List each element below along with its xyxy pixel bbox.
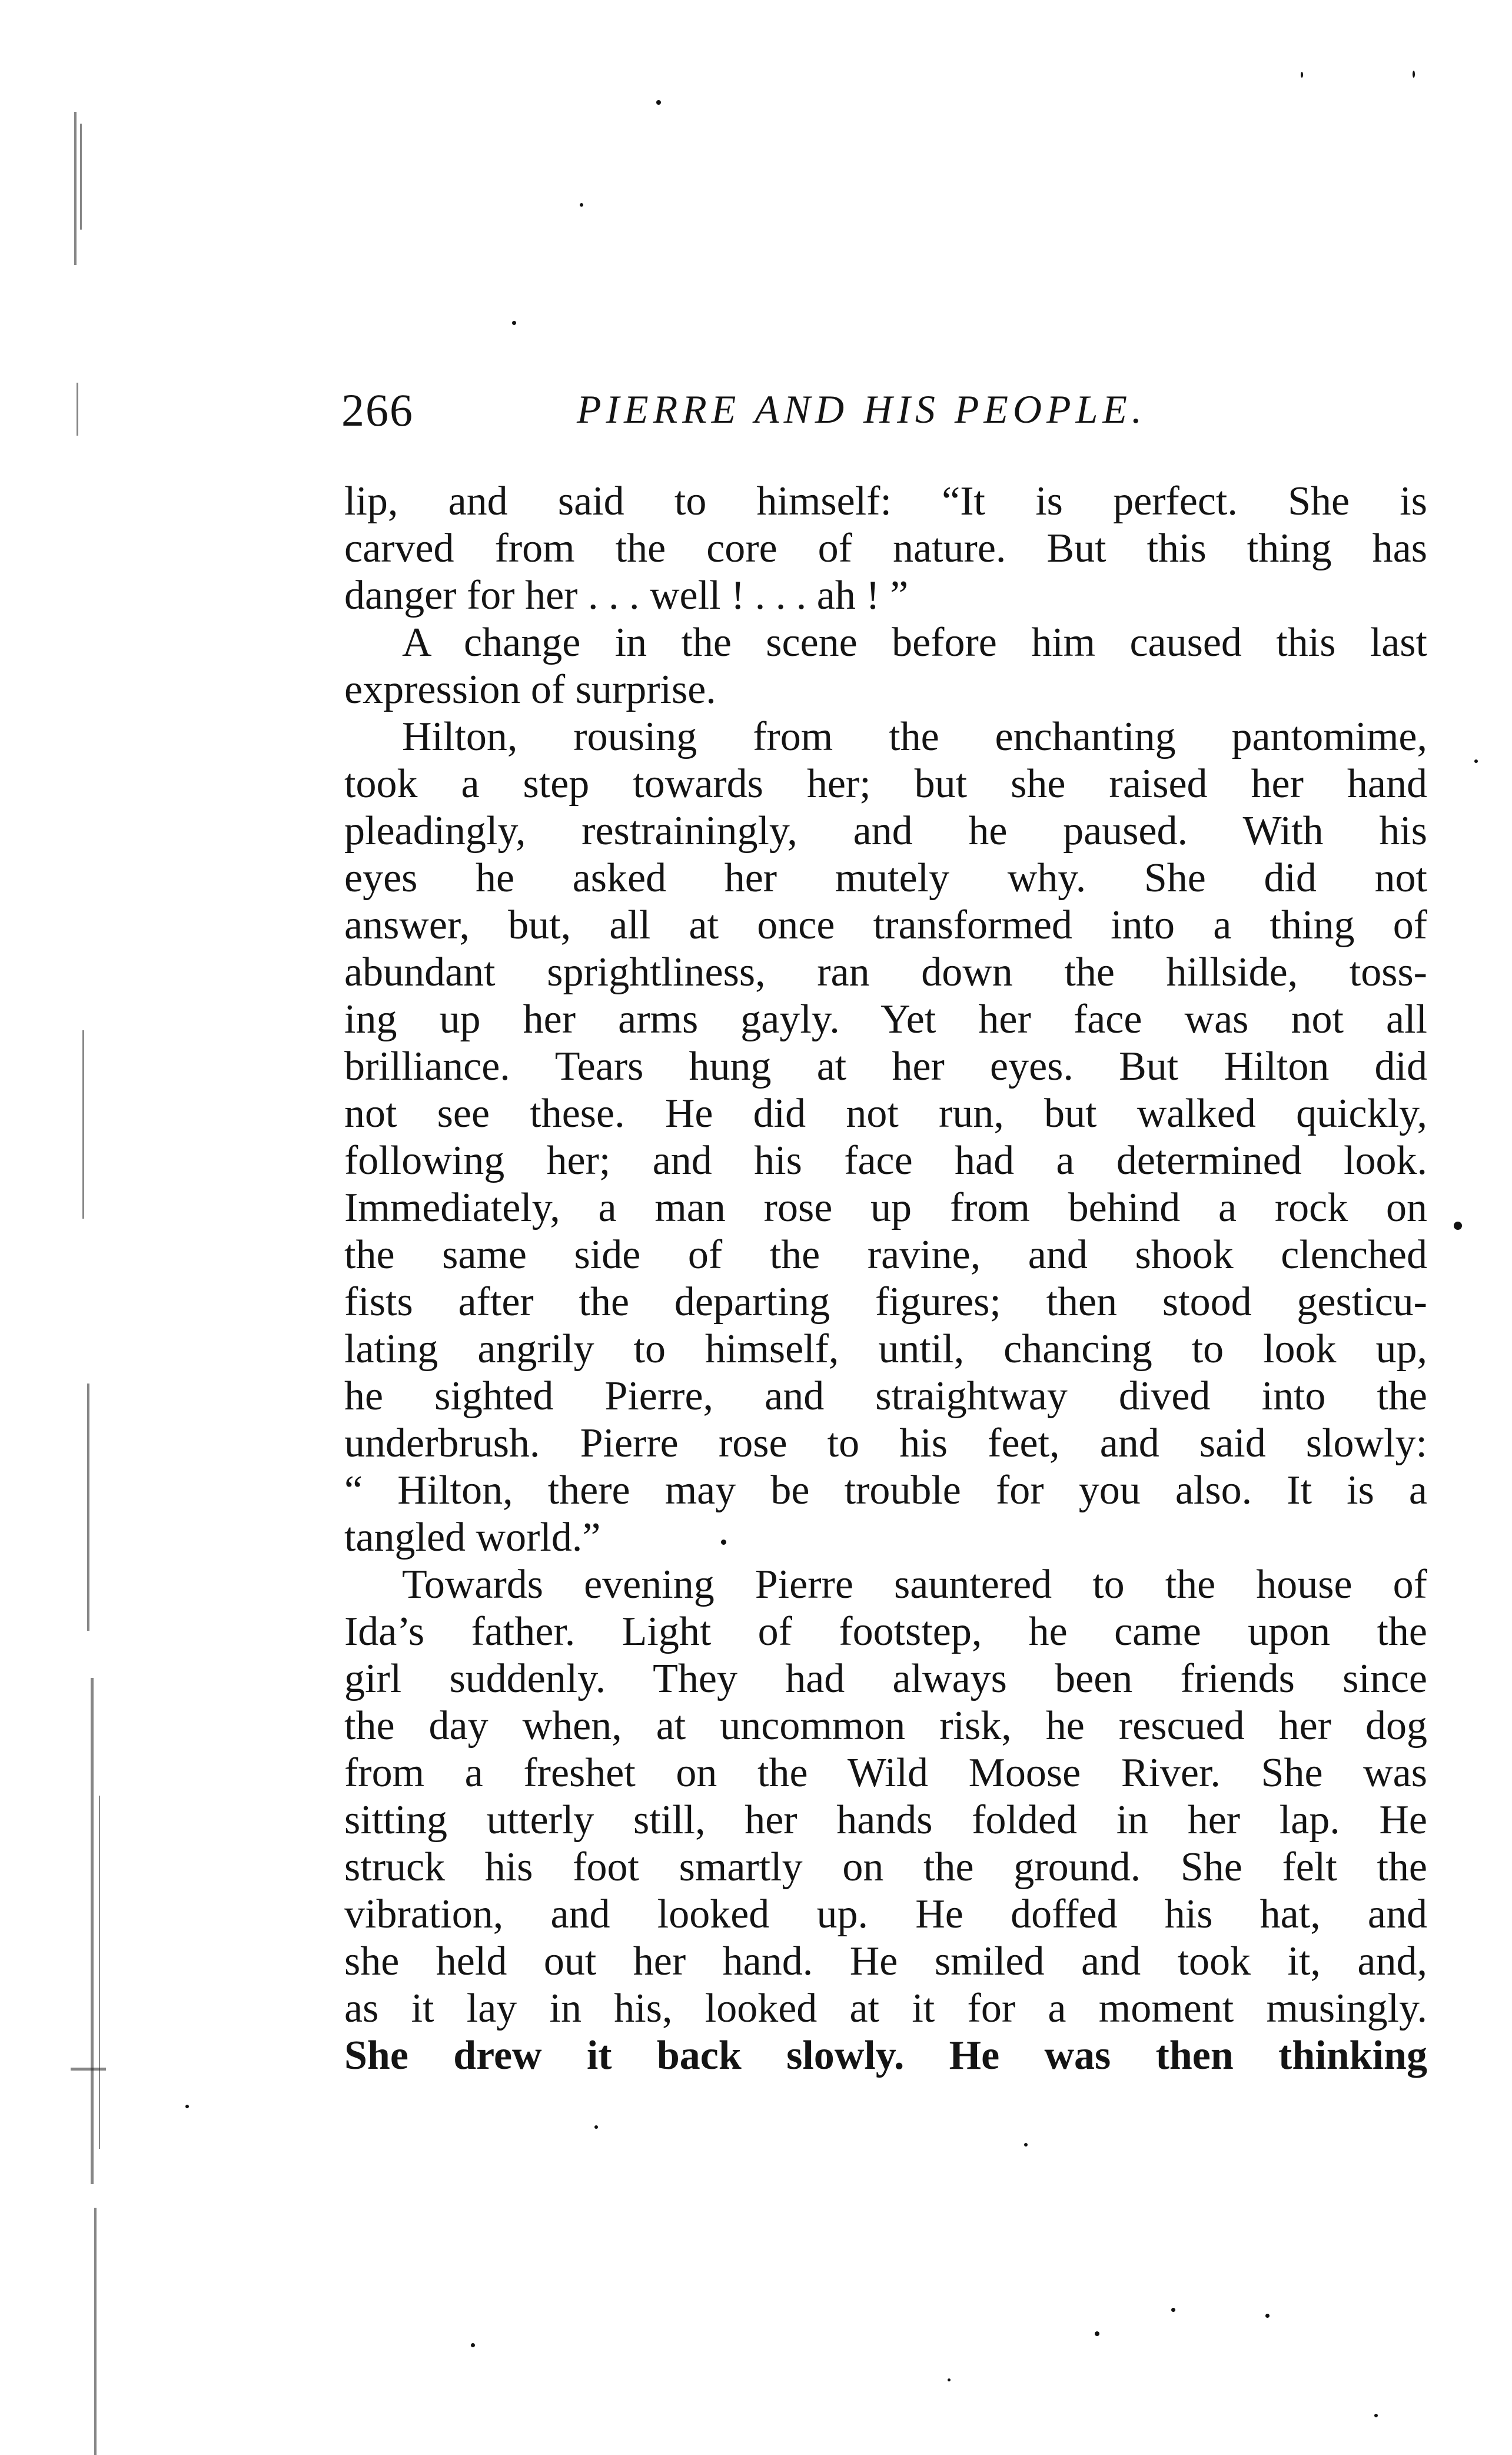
speck: [721, 1540, 726, 1545]
text-line: pleadingly, restrainingly, and he paused. With his: [344, 808, 1427, 854]
speck: [1301, 72, 1303, 78]
text-line: Towards evening Pierre sauntered to the house of: [402, 1562, 1427, 1607]
text-line: he sighted Pierre, and straightway dived into the: [344, 1374, 1427, 1419]
text-line: ing up her arms gayly. Yet her face was not all: [344, 997, 1427, 1042]
text-line: the same side of the ravine, and shook clenched: [344, 1232, 1427, 1278]
running-head: PIERRE AND HIS PEOPLE.: [577, 387, 1147, 432]
speck: [1374, 2414, 1378, 2417]
page-number: 266: [341, 384, 414, 436]
speck: [512, 321, 516, 325]
text-line: carved from the core of nature. But this thing has: [344, 526, 1427, 571]
text-line: from a freshet on the Wild Moose River. She was: [344, 1750, 1427, 1796]
speck: [948, 2378, 951, 2381]
text-line: She drew it back slowly. He was then thinking: [344, 2033, 1427, 2078]
speck: [1171, 2308, 1175, 2312]
text-line: underbrush. Pierre rose to his feet, and said slowly:: [344, 1421, 1427, 1466]
text-line: struck his foot smartly on the ground. She felt the: [344, 1844, 1427, 1890]
text-line: the day when, at uncommon risk, he rescued her dog: [344, 1703, 1427, 1749]
speck: [1265, 2314, 1270, 2318]
text-line: expression of surprise.: [344, 667, 716, 712]
text-line: she held out her hand. He smiled and took it, and,: [344, 1939, 1427, 1984]
text-line: not see these. He did not run, but walked quickly,: [344, 1091, 1427, 1136]
speck: [1413, 71, 1415, 78]
text-line: tangled world.”: [344, 1515, 601, 1560]
text-line: danger for her . . . well ! . . . ah ! ”: [344, 573, 909, 618]
speck: [1095, 2331, 1099, 2336]
text-line: eyes he asked her mutely why. She did not: [344, 855, 1427, 901]
speck: [1024, 2143, 1028, 2147]
text-line: abundant sprightliness, ran down the hillside, toss-: [344, 950, 1427, 995]
text-line: Hilton, rousing from the enchanting pantomime,: [402, 714, 1427, 759]
page-header: [341, 377, 1430, 442]
speck: [580, 203, 583, 207]
text-line: brilliance. Tears hung at her eyes. But Hilton did: [344, 1044, 1427, 1089]
text-line: sitting utterly still, her hands folded in her lap. He: [344, 1797, 1427, 1843]
speck: [656, 100, 661, 105]
text-line: lating angrily to himself, until, chancing to look up,: [344, 1326, 1427, 1372]
text-line: took a step towards her; but she raised her hand: [344, 761, 1427, 807]
speck: [185, 2105, 189, 2108]
text-line: as it lay in his, looked at it for a moment musingly.: [344, 1986, 1427, 2031]
text-line: lip, and said to himself: “It is perfect. She is: [344, 479, 1427, 524]
text-line: A change in the scene before him caused this last: [402, 620, 1427, 665]
speck: [471, 2343, 475, 2347]
speck: [1474, 759, 1478, 763]
text-line: “ Hilton, there may be trouble for you also. It is a: [344, 1468, 1427, 1513]
text-line: vibration, and looked up. He doffed his hat, and: [344, 1892, 1427, 1937]
text-line: girl suddenly. They had always been friends since: [344, 1656, 1427, 1701]
speck: [1454, 1222, 1462, 1230]
scan-gutter-artifacts: [71, 88, 135, 2420]
text-line: answer, but, all at once transformed into a thing of: [344, 903, 1427, 948]
speck: [594, 2125, 598, 2129]
text-line: Ida’s father. Light of footstep, he came upon the: [344, 1609, 1427, 1654]
text-line: following her; and his face had a determined look.: [344, 1138, 1427, 1183]
text-line: Immediately, a man rose up from behind a rock on: [344, 1185, 1427, 1230]
body-text: [344, 478, 1427, 2079]
text-line: fists after the departing figures; then stood gesticu-: [344, 1279, 1427, 1325]
